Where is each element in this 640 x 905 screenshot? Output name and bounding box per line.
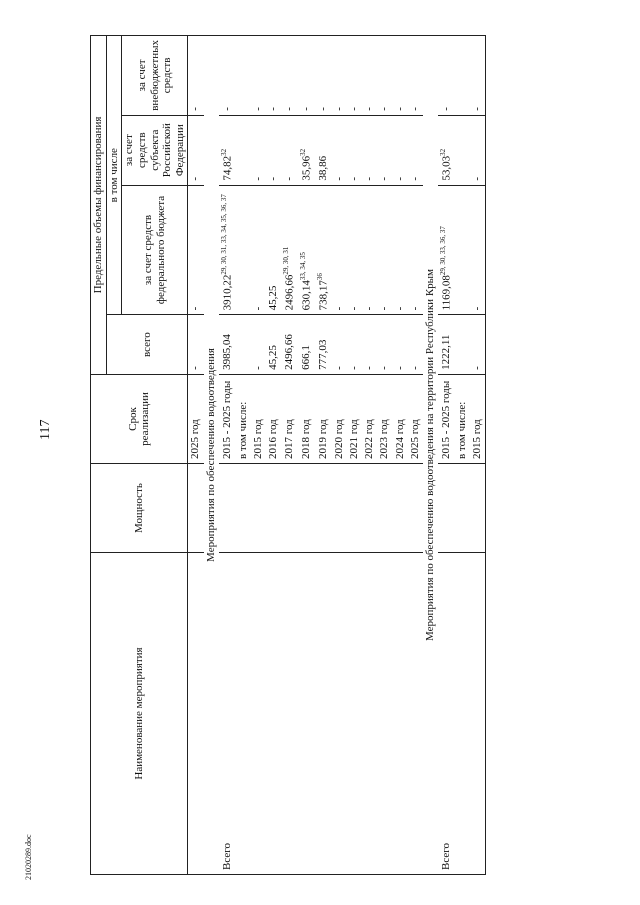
total-cell: - [347, 315, 362, 375]
term-cell: 2025 год [188, 374, 204, 463]
subject-cell: - [251, 115, 266, 185]
extra-cell: - [377, 36, 392, 116]
section-row [204, 36, 219, 875]
table-row [315, 36, 332, 875]
extra-cell: - [393, 36, 408, 116]
subject-cell: - [408, 115, 423, 185]
total-cell: 3985,04 [219, 315, 236, 375]
footnote-ref: 33, 34, 35 [299, 252, 308, 281]
federal-cell: - [332, 185, 347, 315]
including-label: в том числе: [455, 374, 470, 463]
header-extra: за счет внебюджетных средств [122, 36, 188, 116]
table-row [236, 36, 251, 875]
header-limits: Предельные объемы финансирования [91, 36, 107, 375]
subject-cell: - [281, 115, 298, 185]
table-row [470, 36, 486, 875]
table-row [362, 36, 377, 875]
federal-cell: - [347, 185, 362, 315]
subject-cell: - [188, 115, 204, 185]
table-row [219, 36, 236, 875]
page-number: 117 [38, 419, 53, 440]
table-row [393, 36, 408, 875]
footnote-ref: 29, 30, 33, 36, 37 [439, 226, 448, 276]
section-row [423, 36, 438, 875]
header-subject: за счет средств субъекта Российской Федерации [122, 115, 188, 185]
total-cell: - [188, 315, 204, 375]
total-cell: - [408, 315, 423, 375]
subject-cell: - [332, 115, 347, 185]
extra-cell: - [332, 36, 347, 116]
extra-cell: - [281, 36, 298, 116]
federal-value: 3910,22 [221, 274, 234, 311]
subject-cell: - [347, 115, 362, 185]
subject-value: 74,82 [221, 155, 234, 181]
table-body [188, 36, 486, 875]
federal-value: 2496,66 [283, 274, 296, 311]
extra-cell: - [470, 36, 486, 116]
federal-cell: - [188, 185, 204, 315]
term-cell: 2019 год [315, 374, 332, 463]
header-name: Наименование мероприятия [91, 553, 188, 875]
total-cell: - [470, 315, 486, 375]
term-cell: 2015 - 2025 годы [438, 374, 455, 463]
subject-cell: - [266, 115, 281, 185]
extra-cell: - [408, 36, 423, 116]
federal-cell: 45,25 [266, 185, 281, 315]
extra-cell: - [347, 36, 362, 116]
term-cell: 2016 год [266, 374, 281, 463]
subject-value: 35,96 [300, 155, 313, 181]
table-row [332, 36, 347, 875]
footer-filename: 21020289.doc [24, 834, 33, 880]
section-title: Мероприятия по обеспечению водоотведения на территории Республики Крым [423, 36, 438, 875]
term-cell: 2025 год [408, 374, 423, 463]
term-cell: 2015 - 2025 годы [219, 374, 236, 463]
footnote-ref: 32 [219, 148, 228, 156]
term-cell: 2023 год [377, 374, 392, 463]
section-title: Мероприятия по обеспечению водоотведения [204, 36, 219, 875]
subject-cell [438, 115, 455, 185]
subject-cell: - [377, 115, 392, 185]
federal-cell: - [470, 185, 486, 315]
table-row [438, 36, 455, 875]
extra-cell: - [251, 36, 266, 116]
subject-cell: - [362, 115, 377, 185]
federal-cell: - [393, 185, 408, 315]
table-row [408, 36, 423, 875]
total-cell: - [377, 315, 392, 375]
total-cell: 45,25 [266, 315, 281, 375]
federal-cell [438, 185, 455, 315]
federal-cell: - [251, 185, 266, 315]
footnote-ref: 36 [315, 273, 324, 281]
header-total: всего [106, 315, 188, 375]
table-row [188, 36, 204, 875]
term-cell: 2020 год [332, 374, 347, 463]
header-term: Срок реализации [91, 374, 188, 463]
term-cell: 2022 год [362, 374, 377, 463]
federal-cell [219, 185, 236, 315]
table-row [266, 36, 281, 875]
federal-cell: - [362, 185, 377, 315]
federal-cell [298, 185, 315, 315]
total-label: Всего [219, 553, 236, 875]
extra-cell: - [219, 36, 236, 116]
federal-cell: - [408, 185, 423, 315]
table-row [455, 36, 470, 875]
footnote-ref: 32 [439, 148, 448, 156]
federal-cell [281, 185, 298, 315]
term-cell: 2015 год [251, 374, 266, 463]
financing-table [90, 35, 486, 875]
term-cell: 2021 год [347, 374, 362, 463]
subject-cell [298, 115, 315, 185]
total-cell: - [393, 315, 408, 375]
header-including: в том числе [106, 36, 122, 315]
total-cell: - [332, 315, 347, 375]
header-federal: за счет средств федерального бюджета [122, 185, 188, 315]
footnote-ref: 29, 30, 31 [282, 246, 291, 275]
extra-cell: - [315, 36, 332, 116]
total-cell: 2496,66 [281, 315, 298, 375]
total-cell: 666,1 [298, 315, 315, 375]
term-cell: 2017 год [281, 374, 298, 463]
subject-cell: 38,86 [315, 115, 332, 185]
federal-value: 738,17 [317, 280, 330, 311]
extra-cell: - [188, 36, 204, 116]
extra-cell: - [438, 36, 455, 116]
federal-value: 1169,08 [440, 275, 453, 311]
total-cell: - [251, 315, 266, 375]
total-label: Всего [438, 553, 455, 875]
term-cell: 2024 год [393, 374, 408, 463]
table-row [347, 36, 362, 875]
including-label: в том числе: [236, 374, 251, 463]
table-row [377, 36, 392, 875]
extra-cell: - [362, 36, 377, 116]
table-row [281, 36, 298, 875]
footnote-ref: 29, 30, 31, 33, 34, 35, 36, 37 [219, 194, 228, 275]
table-row [298, 36, 315, 875]
subject-cell [219, 115, 236, 185]
subject-value: 53,03 [440, 155, 453, 181]
total-cell: 1222,11 [438, 315, 455, 375]
federal-cell: - [377, 185, 392, 315]
federal-value: 630,14 [300, 280, 313, 311]
federal-cell [315, 185, 332, 315]
extra-cell: - [266, 36, 281, 116]
total-cell: 777,03 [315, 315, 332, 375]
extra-cell: - [298, 36, 315, 116]
table-row [251, 36, 266, 875]
total-cell: - [362, 315, 377, 375]
subject-cell: - [393, 115, 408, 185]
subject-cell: - [470, 115, 486, 185]
header-capacity: Мощность [91, 464, 188, 553]
term-cell: 2015 год [470, 374, 486, 463]
term-cell: 2018 год [298, 374, 315, 463]
footnote-ref: 32 [299, 148, 308, 156]
